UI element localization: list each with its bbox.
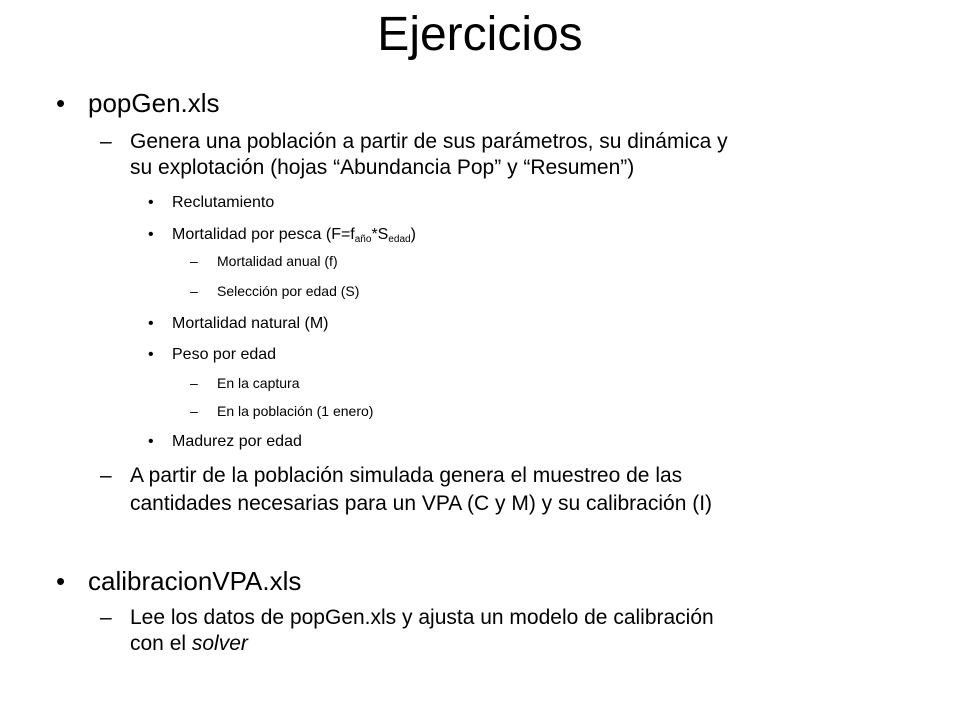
- subscript-edad: edad: [388, 234, 411, 245]
- bullet-dash: –: [100, 606, 112, 629]
- bullet-dash: –: [190, 403, 198, 419]
- solver-italic: solver: [191, 632, 248, 655]
- item-muestreo-line2: cantidades necesarias para un VPA (C y M) y su calibración (I): [130, 492, 713, 515]
- slide-title: Ejercicios: [377, 8, 583, 61]
- bullet-dot: •: [148, 433, 154, 450]
- item-lee-line2-text: con el: [130, 632, 192, 655]
- bullet-dash: –: [100, 464, 112, 487]
- sub-item-peso: Peso por edad: [172, 346, 277, 363]
- item-genera-line2: su explotación (hojas “Abundancia Pop” y “Resumen”): [130, 156, 635, 179]
- bullet-dot: •: [56, 566, 66, 596]
- subscript-ano: año: [354, 234, 372, 245]
- sub-sub-item-en-poblacion: En la población (1 enero): [217, 403, 374, 419]
- item-lee-line2: [130, 632, 248, 656]
- bullet-dash: –: [190, 283, 198, 299]
- bullet-dot: •: [56, 88, 66, 118]
- section-heading-calibracion: calibracionVPA.xls: [88, 566, 302, 596]
- bullet-dot: •: [148, 346, 154, 363]
- sub-sub-item-mortalidad-anual: Mortalidad anual (f): [217, 253, 338, 269]
- bullet-dash: –: [100, 130, 112, 153]
- sub-sub-item-seleccion: Selección por edad (S): [217, 283, 360, 299]
- mortalidad-pesca-text: Mortalidad por pesca (F=f: [172, 226, 355, 243]
- sub-item-reclutamiento: Reclutamiento: [172, 194, 275, 211]
- item-lee-line1: Lee los datos de popGen.xls y ajusta un modelo de calibración: [130, 606, 714, 629]
- bullet-dash: –: [190, 253, 198, 269]
- bullet-dot: •: [148, 315, 154, 332]
- bullet-dot: •: [148, 226, 154, 243]
- item-muestreo-line1: A partir de la población simulada genera el muestreo de las: [130, 464, 683, 487]
- item-genera-line1: Genera una población a partir de sus parámetros, su dinámica y: [130, 130, 728, 153]
- mortalidad-pesca-close: ): [410, 226, 416, 243]
- bullet-dash: –: [190, 375, 198, 391]
- sub-item-mortalidad-natural: Mortalidad natural (M): [172, 315, 329, 332]
- section-heading-popgen: popGen.xls: [88, 88, 220, 118]
- bullet-dot: •: [148, 194, 154, 211]
- mortalidad-pesca-mid: *S: [371, 226, 389, 243]
- sub-sub-item-en-captura: En la captura: [217, 375, 300, 391]
- sub-item-mortalidad-pesca: [172, 225, 416, 245]
- sub-item-madurez: Madurez por edad: [172, 433, 302, 450]
